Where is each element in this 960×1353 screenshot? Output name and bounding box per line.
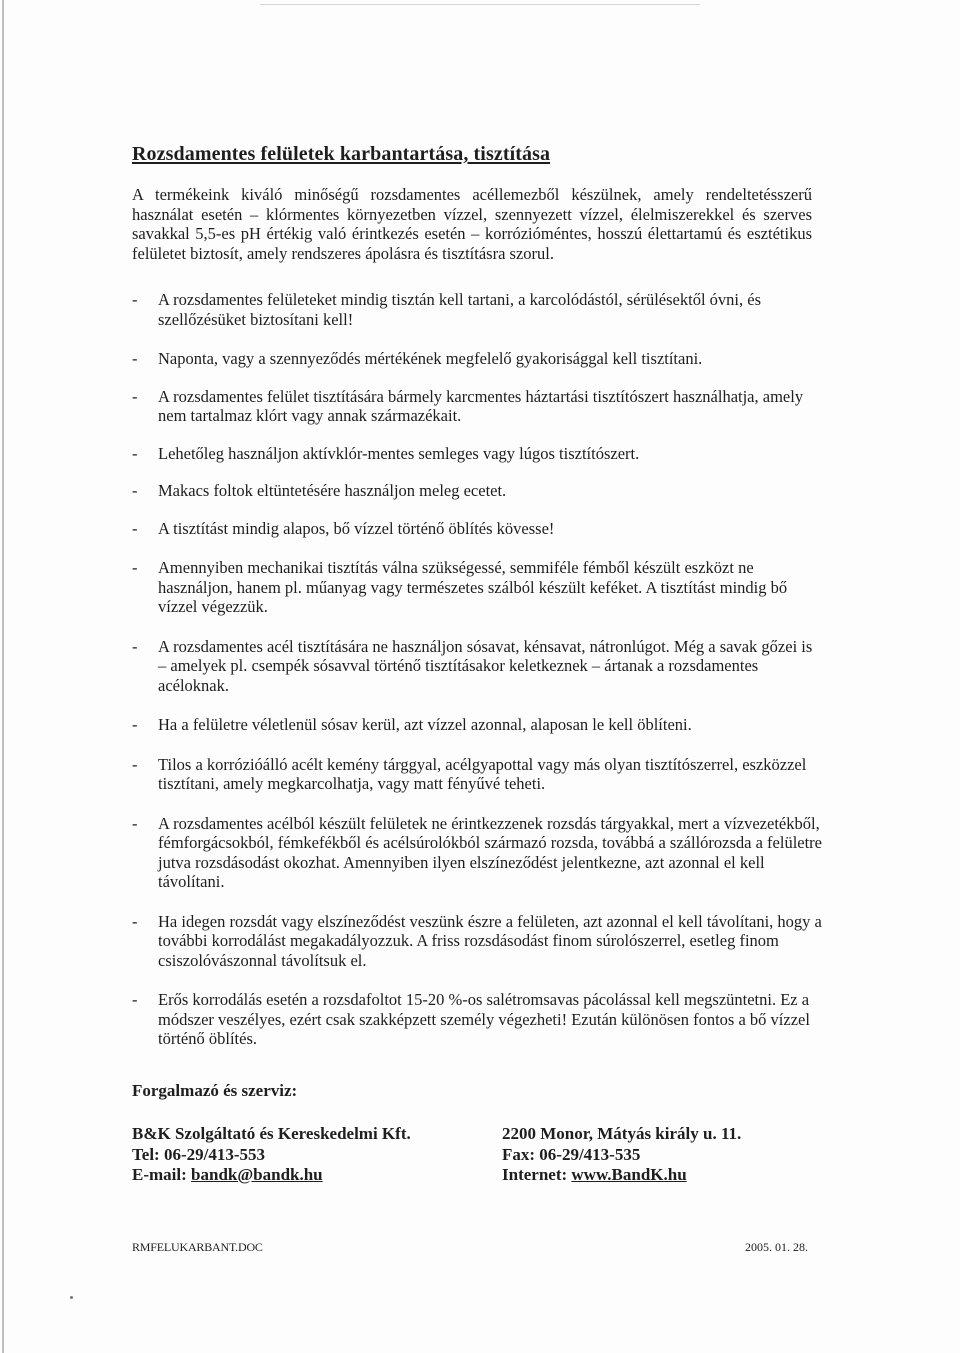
website-link[interactable]: www.BandK.hu <box>571 1165 687 1184</box>
email-link[interactable]: bandk@bandk.hu <box>191 1165 323 1184</box>
bullet-dash: - <box>132 558 138 577</box>
list-item <box>132 387 822 426</box>
bullet-dash: - <box>132 911 138 931</box>
list-item-text: A rozsdamentes acél tisztítására ne használjon sósavat, kénsavat, nátronlúgot. Még a savak gőzei is – amelyek pl. csempék sósavval történő tisztításakor keletkeznek – ártanak a rozsdamentes acéloknak. <box>158 636 813 695</box>
list-item <box>132 558 822 617</box>
document-title: Rozsdamentes felületek karbantartása, tisztítása <box>132 143 551 165</box>
bullet-dash: - <box>132 754 138 774</box>
bullet-dash: - <box>132 990 138 1009</box>
company-address: 2200 Monor, Mátyás király u. 11. <box>502 1124 742 1143</box>
footer-date: 2005. 01. 28. <box>745 1240 808 1254</box>
bullet-dash: - <box>132 386 138 406</box>
bullet-dash: - <box>132 518 138 538</box>
internet-line <box>502 1165 741 1186</box>
list-item-text: Ha idegen rozsdát vagy elszíneződést veszünk észre a felületen, azt azonnal el kell távolítani, hogy a további korrodálást megakadályozzuk. A friss rozsdásodást finom súrolószerrel, esetleg finom csiszolóvászonnal távolítsuk el. <box>158 911 822 970</box>
contact-block-left <box>132 1124 411 1186</box>
list-item <box>132 444 822 464</box>
bullet-dash: - <box>132 715 138 734</box>
intro-paragraph: A termékeink kiváló minőségű rozsdamentes acéllemezből készülnek, amely rendeltetésszerű használat esetén – klórmentes környezetben vízzel, szennyezett vízzel, élelmiszerekkel és szerves savakkal 5,5-es pH értékig való érintkezés esetén – korrózióméntes, hosszú élettartamú és esztétikus felületet biztosít, amely rendszeres ápolásra és tisztításra szorul. <box>132 185 812 263</box>
list-item <box>132 755 822 794</box>
list-item-text: Erős korrodálás esetén a rozsdafoltot 15-20 %-os salétromsavas pácolással kell megszüntetni. Ez a módszer veszélyes, ezért csak szakképzett személy végezheti! Ezután különösen fontos a bő vízzel történő öblítés. <box>158 990 810 1048</box>
list-item <box>132 912 822 971</box>
bullet-dash: - <box>132 481 138 500</box>
list-item <box>132 814 822 892</box>
list-item-text: Tilos a korrózióálló acélt kemény tárggyal, acélgyapottal vagy más olyan tisztítószerrel, eszközzel tisztítani, amely megkarcolhatja, vagy matt fényűvé teheti. <box>158 754 807 793</box>
internet-label: Internet: <box>502 1165 572 1184</box>
email-label: E-mail: <box>132 1165 192 1184</box>
list-item <box>132 349 822 369</box>
company-name: B&K Szolgáltató és Kereskedelmi Kft. <box>132 1124 411 1143</box>
list-item-text: A rozsdamentes felületeket mindig tisztán kell tartani, a karcolódástól, sérülésektől óvni, és szellőzésüket biztosítani kell! <box>158 290 761 329</box>
list-item <box>132 990 822 1049</box>
list-item-text: Makacs foltok eltüntetésére használjon meleg ecetet. <box>158 481 507 500</box>
bullet-dash: - <box>132 349 138 368</box>
list-item-text: A rozsdamentes felület tisztítására bármely karcmentes háztartási tisztítószert használhatja, amely nem tartalmaz klórt vagy annak származékait. <box>158 386 804 425</box>
scan-edge-left <box>2 0 4 1353</box>
list-item-text: A rozsdamentes acélból készült felületek ne érintkezzenek rozsdás tárgyakkal, mert a vízvezetékből, fémforgácsokból, fémkefékből és acélsúrolókból származó rozsda, továbbá a szállórozsda a felületre jutva rozsdásodást okozhat. Amennyiben ilyen elszíneződést jelentkezne, azt azonnal el kell távolítani. <box>158 813 823 891</box>
email-line <box>132 1165 411 1186</box>
list-item <box>132 637 822 696</box>
list-item-text: Naponta, vagy a szennyeződés mértékének megfelelő gyakorisággal kell tisztítani. <box>158 349 703 368</box>
list-item <box>132 519 822 539</box>
list-item-text: Amennyiben mechanikai tisztítás válna szükségessé, semmiféle fémből készült eszközt ne használjon, hanem pl. műanyag vagy természetes szálból készült keféket. A tisztítást mindig bő vízzel végezzük. <box>158 558 788 616</box>
bullet-dash: - <box>132 443 138 463</box>
phone-number: Tel: 06-29/413-553 <box>132 1144 266 1164</box>
list-item <box>132 481 822 501</box>
fax-number: Fax: 06-29/413-535 <box>502 1144 641 1164</box>
list-item <box>132 715 822 735</box>
list-item-text: A tisztítást mindig alapos, bő vízzel történő öblítés kövesse! <box>158 518 555 538</box>
scan-speck <box>70 1296 73 1299</box>
bullet-dash: - <box>132 636 138 656</box>
scan-edge-top <box>260 4 700 5</box>
list-item <box>132 290 822 329</box>
distributor-heading: Forgalmazó és szerviz: <box>132 1081 298 1100</box>
bullet-dash: - <box>132 290 138 309</box>
footer-filename: RMFELUKARBANT.DOC <box>132 1240 263 1254</box>
care-instructions-list <box>132 290 822 1049</box>
list-item-text: Lehetőleg használjon aktívklór-mentes semleges vagy lúgos tisztítószert. <box>158 443 640 463</box>
bullet-dash: - <box>132 813 138 833</box>
list-item-text: Ha a felületre véletlenül sósav kerül, azt vízzel azonnal, alaposan le kell öblíteni. <box>158 715 692 734</box>
contact-block-right <box>502 1124 741 1186</box>
